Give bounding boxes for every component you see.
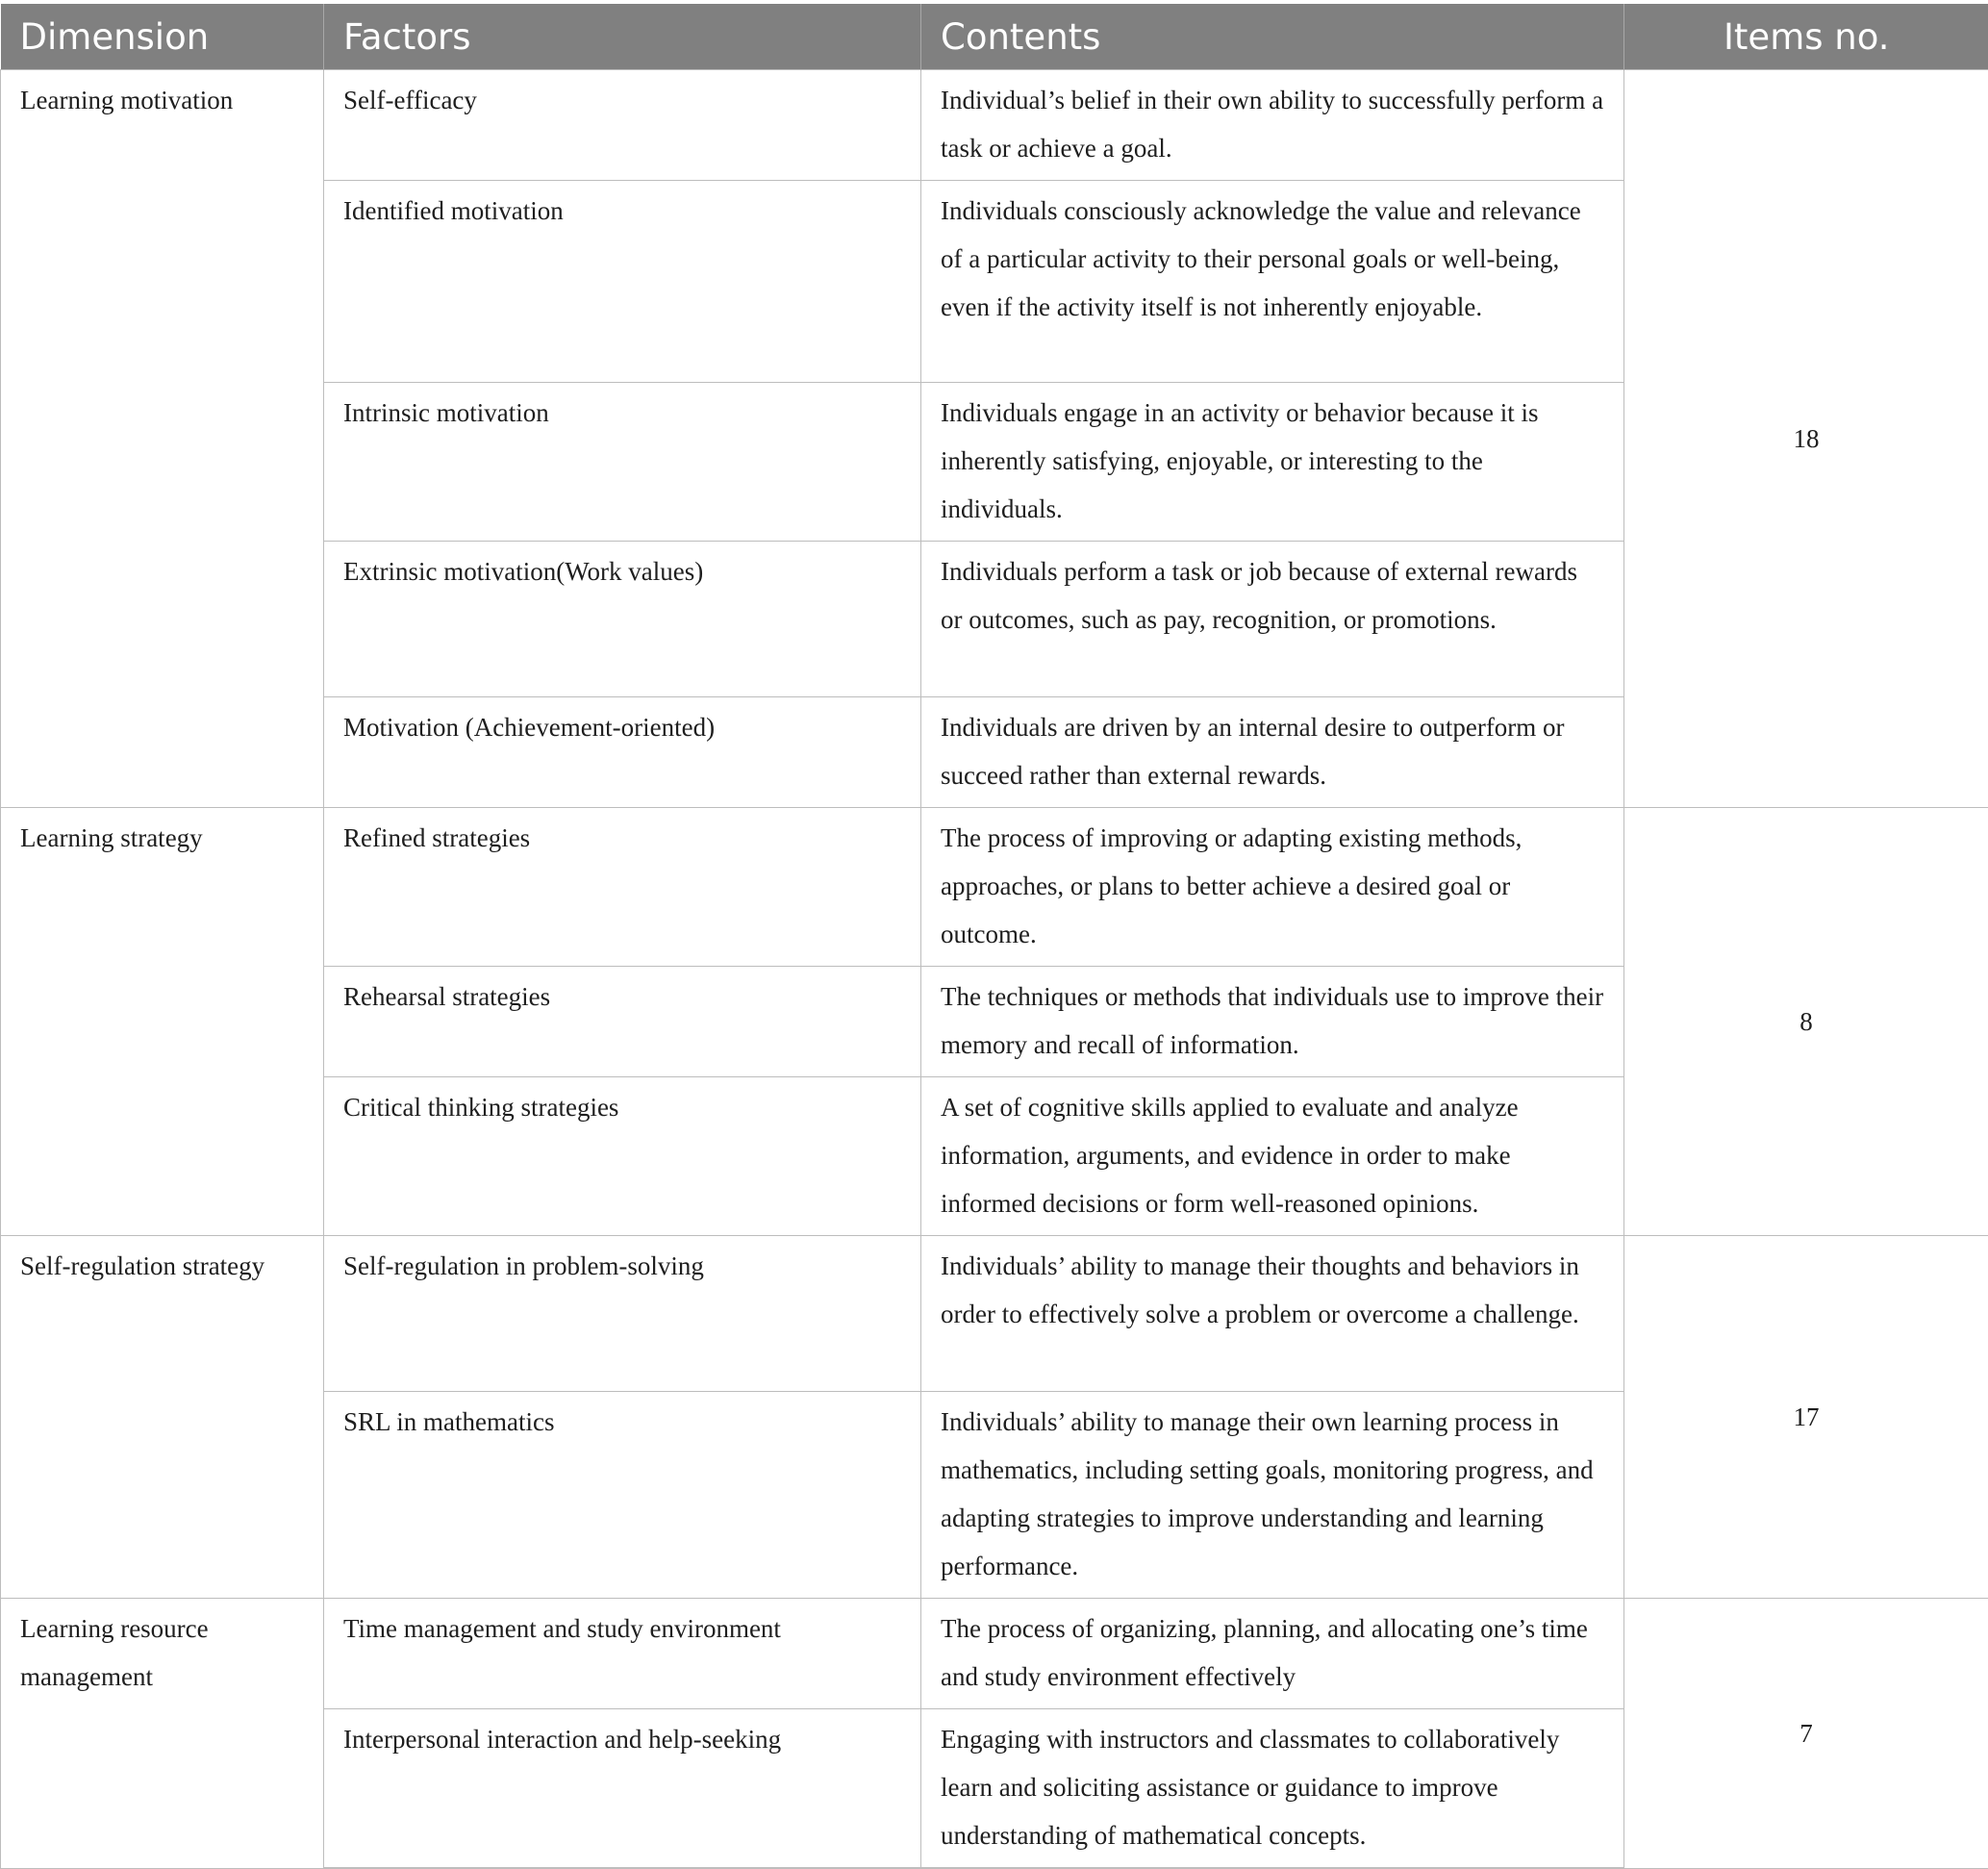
content-cell: Individuals perform a task or job because of external rewards or outcomes, such as pay, recognition, or promotions. xyxy=(921,542,1624,697)
content-cell: Individuals are driven by an internal desire to outperform or succeed rather than external rewards. xyxy=(921,697,1624,808)
content-cell: Individuals’ ability to manage their own learning process in mathematics, including setting goals, monitoring progress, and adapting strategies to improve understanding and learning performance. xyxy=(921,1392,1624,1599)
factor-cell: Intrinsic motivation xyxy=(324,383,921,542)
header-dimension: Dimension xyxy=(1,4,324,70)
factor-cell: Extrinsic motivation(Work values) xyxy=(324,542,921,697)
content-cell: Individuals engage in an activity or behavior because it is inherently satisfying, enjoyable, or interesting to the individuals. xyxy=(921,383,1624,542)
header-factors: Factors xyxy=(324,4,921,70)
table-container xyxy=(0,4,1988,1869)
table-row xyxy=(1,1236,1988,1392)
table-row xyxy=(1,808,1988,967)
factors-table xyxy=(0,4,1988,1869)
factor-cell: Identified motivation xyxy=(324,181,921,383)
factor-cell: SRL in mathematics xyxy=(324,1392,921,1599)
factor-cell: Self-efficacy xyxy=(324,70,921,181)
table-body xyxy=(1,70,1988,1869)
table-row xyxy=(1,70,1988,181)
content-cell: The process of organizing, planning, and allocating one’s time and study environment effectively xyxy=(921,1599,1624,1709)
items-no-cell: 18 xyxy=(1624,70,1988,808)
factor-cell: Motivation (Achievement-oriented) xyxy=(324,697,921,808)
items-no-cell: 7 xyxy=(1624,1599,1988,1869)
factor-cell: Time management and study environment xyxy=(324,1599,921,1709)
factor-cell: Refined strategies xyxy=(324,808,921,967)
content-cell: Individual’s belief in their own ability to successfully perform a task or achieve a goal. xyxy=(921,70,1624,181)
dimension-cell: Learning resource management xyxy=(1,1599,324,1869)
factor-cell: Self-regulation in problem-solving xyxy=(324,1236,921,1392)
content-cell: Individuals consciously acknowledge the value and relevance of a particular activity to their personal goals or well-being, even if the activity itself is not inherently enjoyable. xyxy=(921,181,1624,383)
header-contents: Contents xyxy=(921,4,1624,70)
factor-cell: Rehearsal strategies xyxy=(324,967,921,1077)
header-row xyxy=(1,4,1988,70)
table-row xyxy=(1,1599,1988,1709)
dimension-cell: Learning motivation xyxy=(1,70,324,808)
table-header xyxy=(1,4,1988,70)
factor-cell: Interpersonal interaction and help-seeking xyxy=(324,1709,921,1869)
factor-cell: Critical thinking strategies xyxy=(324,1077,921,1236)
items-no-cell: 8 xyxy=(1624,808,1988,1236)
content-cell: Individuals’ ability to manage their thoughts and behaviors in order to effectively solve a problem or overcome a challenge. xyxy=(921,1236,1624,1392)
content-cell: Engaging with instructors and classmates to collaboratively learn and soliciting assistance or guidance to improve understanding of mathematical concepts. xyxy=(921,1709,1624,1869)
header-items-no: Items no. xyxy=(1624,4,1988,70)
dimension-cell: Learning strategy xyxy=(1,808,324,1236)
content-cell: The process of improving or adapting existing methods, approaches, or plans to better achieve a desired goal or outcome. xyxy=(921,808,1624,967)
dimension-cell: Self-regulation strategy xyxy=(1,1236,324,1599)
items-no-cell: 17 xyxy=(1624,1236,1988,1599)
content-cell: A set of cognitive skills applied to evaluate and analyze information, arguments, and evidence in order to make informed decisions or form well-reasoned opinions. xyxy=(921,1077,1624,1236)
content-cell: The techniques or methods that individuals use to improve their memory and recall of information. xyxy=(921,967,1624,1077)
